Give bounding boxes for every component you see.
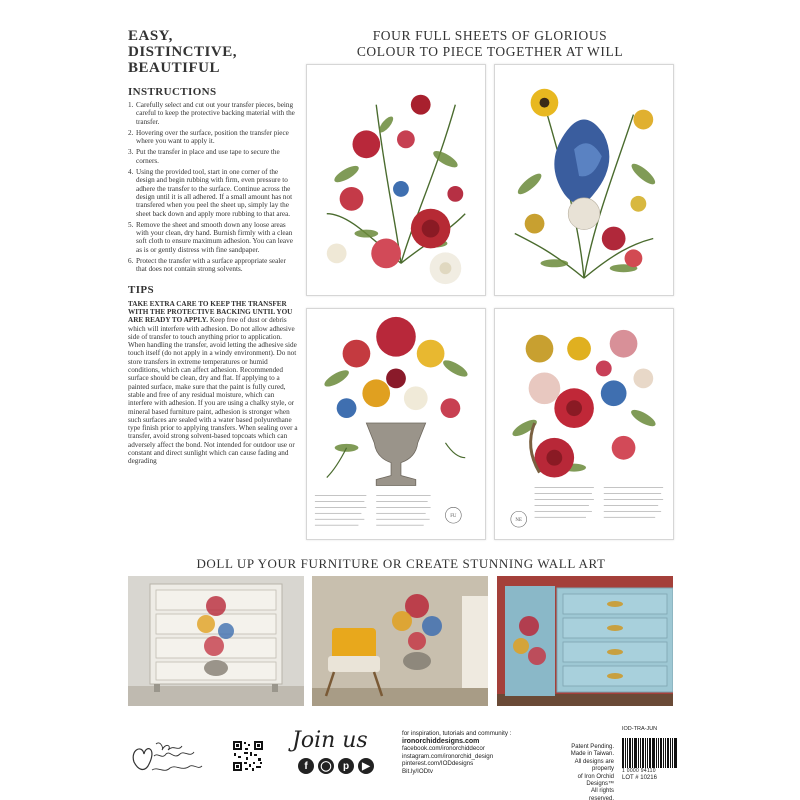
pinterest-link[interactable]: pinterest.com/IODdesigns bbox=[402, 760, 474, 768]
instruction-step bbox=[128, 168, 298, 218]
sheets-heading-line: FOUR FULL SHEETS OF GLORIOUS bbox=[372, 28, 608, 43]
youtube-icon[interactable]: ▶ bbox=[358, 758, 374, 774]
join-us-title: Join us bbox=[292, 728, 368, 753]
barcode-bar bbox=[649, 738, 651, 768]
barcode-bar bbox=[665, 738, 666, 768]
headline-line: BEAUTIFUL bbox=[128, 60, 221, 76]
facebook-icon[interactable]: f bbox=[298, 758, 314, 774]
tips-bold-lead: TAKE EXTRA CARE TO KEEP THE TRANSFER WITH THE PROTECTIVE BACKING UNTIL YOU ARE READY TO APPLY. bbox=[128, 299, 293, 325]
barcode-bar bbox=[658, 738, 659, 768]
signature-image bbox=[128, 732, 208, 782]
step-number: 5. bbox=[128, 220, 134, 229]
facebook-link[interactable]: facebook.com/ironorchiddecor bbox=[402, 745, 485, 753]
community-links bbox=[402, 730, 511, 776]
step-text: Hovering over the surface, position the transfer piece where you want to apply it. bbox=[136, 128, 289, 146]
barcode-bar bbox=[672, 738, 673, 768]
lot-number: LOT # 10216 bbox=[622, 775, 657, 781]
pinterest-icon[interactable]: p bbox=[338, 758, 354, 774]
tips-body bbox=[128, 300, 298, 466]
transfer-sheet-3 bbox=[306, 308, 486, 540]
sheets-heading-line: COLOUR TO PIECE TOGETHER AT WILL bbox=[356, 44, 624, 59]
barcode-bar bbox=[660, 738, 662, 768]
photo-wall-art-chair bbox=[312, 576, 488, 706]
barcode-bar bbox=[642, 738, 644, 768]
transfer-sheet-2 bbox=[494, 64, 674, 296]
tips-heading: TIPS bbox=[128, 283, 155, 296]
instruction-step bbox=[128, 101, 298, 126]
barcode-block bbox=[622, 726, 678, 786]
barcode-bar bbox=[674, 738, 677, 768]
instruction-step bbox=[128, 221, 298, 254]
barcode-bar bbox=[638, 738, 639, 768]
website-link[interactable]: ironorchiddesigns.com bbox=[402, 737, 480, 745]
transfer-sheet-1 bbox=[306, 64, 486, 296]
legal-line: Made in Taiwan. bbox=[570, 751, 614, 758]
barcode-bar bbox=[640, 738, 641, 768]
white-dresser-image bbox=[128, 576, 304, 706]
photo-blue-dresser bbox=[497, 576, 673, 706]
floral-bouquet-illustration bbox=[307, 65, 485, 295]
barcode-icon bbox=[622, 738, 678, 768]
step-number: 1. bbox=[128, 101, 134, 109]
tips-text: Keep free of dust or debris which will interfere with adhesion. Do not allow adhesive side of transfer to touch anything prior to application. When handling the transfer, avoid letting the adhesive side touch itself (do not apply in a windy environment). Do not store transfers in extreme temperatures or humid conditions, which can affect adhesion. Recommended surface should be clean, dry and flat. If applying to a painted surface, make sure that the paint is fully cured, stable and free of any residual moisture, which can interfere with adhesion. If you are using a chalky style, or mineral based furniture paint, adhesion is stronger when such surfaces are sealed with a water based polyurethane type finish prior to applying transfers. When sealing over a transfer, avoid strong solvent-based topcoats which can adversely affect the bond. Not intended for outdoor use or constant and direct sunlight which can cause fading and degrading bbox=[128, 316, 298, 466]
instagram-link[interactable]: instagram.com/ironorchid_design bbox=[402, 752, 494, 760]
legal-line: All rights reserved. bbox=[588, 788, 614, 800]
doll-up-heading: DOLL UP YOUR FURNITURE OR CREATE STUNNING WALL ART bbox=[196, 556, 606, 571]
step-number: 2. bbox=[128, 128, 134, 137]
qr-code-icon[interactable] bbox=[232, 740, 264, 772]
iris-sunflower-illustration bbox=[495, 65, 673, 295]
instructions-list bbox=[128, 101, 298, 274]
barcode-number: 1 0000 94110 bbox=[622, 768, 656, 774]
step-text: Using the provided tool, start in one corner of the design and begin rubbing with firm, even pressure to adhere the transfer to the surface. Continue across the design until it is all adhered. If a small amount has not transfered when you peel the sheet up, simply lay the sheet back down and apply more rubbing to that area. bbox=[136, 168, 293, 218]
headline-line: EASY, bbox=[128, 28, 173, 44]
headline bbox=[128, 28, 298, 76]
step-text: Put the transfer in place and use tape to secure the corners. bbox=[136, 148, 280, 165]
sheet-mark: NE bbox=[515, 518, 523, 524]
instructions-heading: INSTRUCTIONS bbox=[128, 86, 217, 98]
photo-white-dresser bbox=[128, 576, 304, 706]
barcode-bar bbox=[645, 738, 646, 768]
urn-bouquet-illustration bbox=[307, 309, 485, 539]
step-text: Carefully select and cut out your transfer pieces, being careful to keep the protective backing material with the transfer. bbox=[136, 101, 295, 126]
barcode-bar bbox=[634, 738, 637, 768]
instagram-icon[interactable]: ◯ bbox=[318, 758, 334, 774]
instruction-step bbox=[128, 148, 298, 165]
legal-line: of Iron Orchid Designs™ bbox=[577, 773, 614, 788]
legal-text bbox=[566, 744, 614, 800]
community-intro: for inspiration, tutorials and community : bbox=[402, 730, 512, 737]
legal-line: Patent Pending. bbox=[571, 744, 614, 750]
wall-art-chair-image bbox=[312, 576, 488, 706]
barcode-bar bbox=[627, 738, 628, 768]
barcode-bar bbox=[622, 738, 624, 768]
instruction-step bbox=[128, 257, 298, 274]
barcode-bar bbox=[670, 738, 671, 768]
headline-line: DISTINCTIVE, bbox=[128, 44, 237, 60]
transfer-sheet-4 bbox=[494, 308, 674, 540]
barcode-bar bbox=[663, 738, 664, 768]
footer bbox=[0, 722, 800, 800]
barcode-bar bbox=[656, 738, 657, 768]
step-text: Remove the sheet and smooth down any loose areas with your clean, dry hand. Burnish firmly with a clean soft cloth to ensure maximum adhesion. You can leave as is or gently distress with fine sandpaper. bbox=[136, 220, 293, 254]
sku-code: IOD-TRA-JUN bbox=[622, 726, 658, 732]
legal-line: All designs are property bbox=[574, 758, 614, 773]
roses-bouquet-illustration bbox=[495, 309, 673, 539]
barcode-bar bbox=[629, 738, 631, 768]
social-icons bbox=[298, 758, 374, 774]
step-number: 3. bbox=[128, 148, 134, 157]
youtube-link[interactable]: Bit.ly/IODtv bbox=[402, 767, 433, 775]
left-column bbox=[128, 28, 298, 466]
sheet-mark: FU bbox=[450, 514, 457, 520]
step-number: 4. bbox=[128, 168, 134, 177]
step-number: 6. bbox=[128, 257, 134, 266]
step-text: Protect the transfer with a surface appropriate sealer that does not contain strong solvents. bbox=[136, 257, 286, 274]
instruction-step bbox=[128, 129, 298, 146]
barcode-bar bbox=[625, 738, 626, 768]
barcode-bar bbox=[647, 738, 648, 768]
barcode-bar bbox=[632, 738, 633, 768]
blue-dresser-image bbox=[497, 576, 673, 706]
barcode-bar bbox=[652, 738, 655, 768]
barcode-bar bbox=[667, 738, 669, 768]
sheets-heading bbox=[306, 28, 674, 60]
